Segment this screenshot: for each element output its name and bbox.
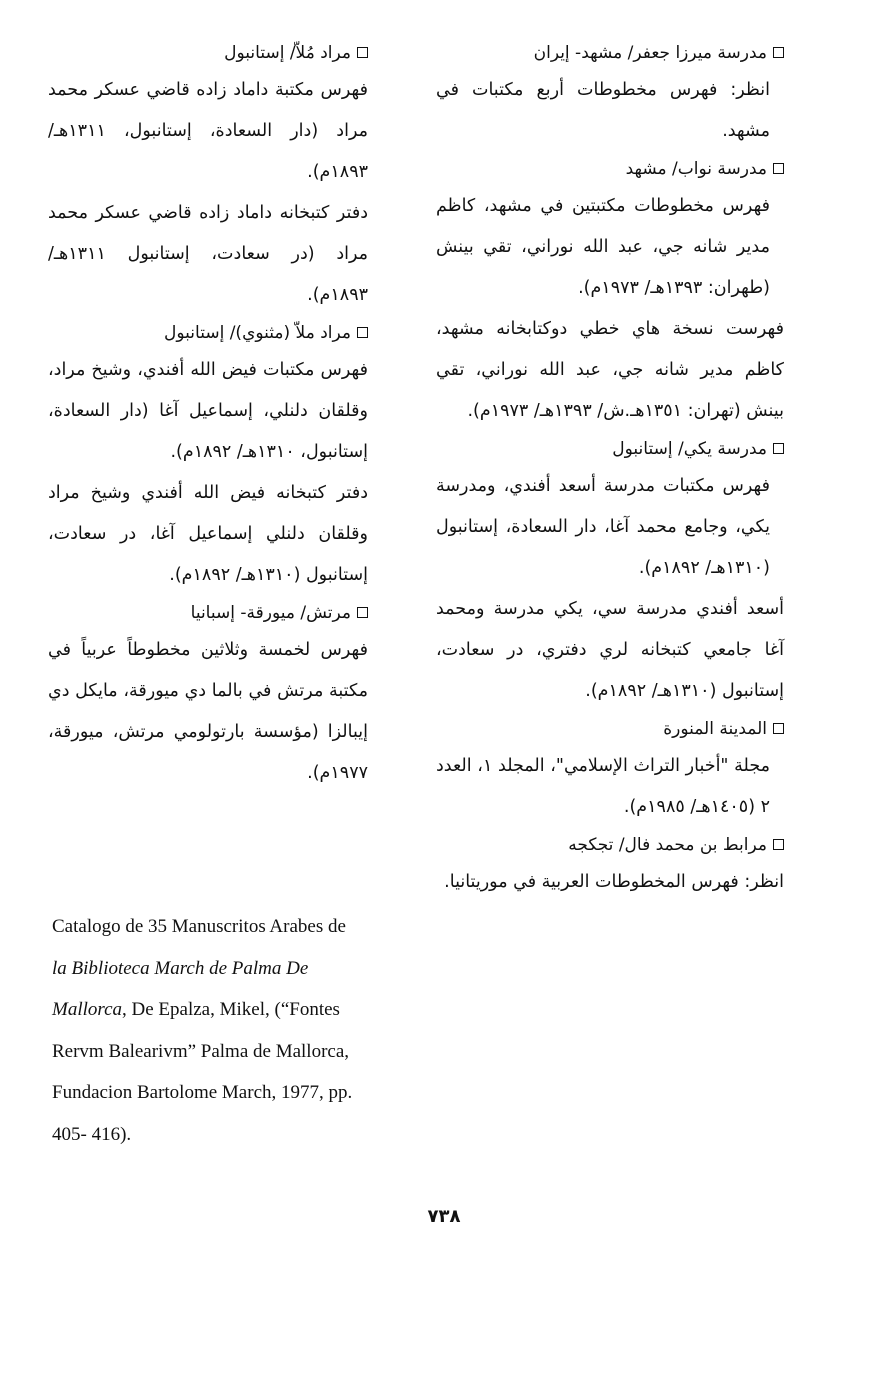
entry-heading: مدرسة ميرزا جعفر/ مشهد- إيران <box>436 36 784 70</box>
entry-text: دفتر كتبخانه فيض الله أفندي وشيخ مراد وقلقان دلنلي إسماعيل آغا، در سعادت، إستانبول (١٣١٠هـ/ ١٨٩٢م). <box>48 483 368 585</box>
entry-text: فهرست نسخة هاي خطي دوكتابخانه مشهد، كاظم مدير شانه جي، عبد الله نوراني، تقي بينش (تهران: ١٣٥١هـ.ش/ ١٣٩٣هـ/ ١٩٧٣م). <box>436 319 784 421</box>
entry-text: فهرس مكتبات مدرسة أسعد أفندي، ومدرسة يكي، وجامع محمد آغا، دار السعادة، إستانبول (١٣١٠هـ/ ١٨٩٢م). <box>436 476 770 578</box>
entry-text: دفتر كتبخانه داماد زاده قاضي عسكر محمد مراد (در سعادت، إستانبول ١٣١١هـ/ ١٨٩٣م). <box>48 203 368 305</box>
entry-text: فهرس لخمسة وثلاثين مخطوطاً عربياً في مكتبة مرتش في بالما دي ميورقة، مايكل دي إيبالزا (مؤسسة بارتولومي مرتش، ميورقة، ١٩٧٧م). <box>48 640 368 783</box>
entry-heading: مرابط بن محمد فال/ تجكجه <box>436 828 784 862</box>
entry-heading: مراد ملاّ (مثنوي)/ إستانبول <box>48 316 368 350</box>
left-column <box>48 36 368 794</box>
entry-heading: المدينة المنورة <box>436 712 784 746</box>
page-number: ٧٣٨ <box>427 1206 461 1227</box>
entry-heading: مرتش/ ميورقة- إسبانيا <box>48 596 368 630</box>
entry-heading: مراد مُلاّ/ إستانبول <box>48 36 368 70</box>
checkbox-icon <box>773 723 784 734</box>
entry-text: انظر: فهرس مخطوطات أربع مكتبات في مشهد. <box>436 80 770 141</box>
checkbox-icon <box>357 47 368 58</box>
checkbox-icon <box>773 443 784 454</box>
checkbox-icon <box>357 327 368 338</box>
entry-heading: مدرسة نواب/ مشهد <box>436 152 784 186</box>
entry-text: انظر: فهرس المخطوطات العربية في موريتانيا. <box>444 872 784 892</box>
latin-catalog-entry: Catalogo de 35 Manuscritos Arabes de la Biblioteca March de Palma De Mallorca, De Epalza, Mikel, (“Fontes Rervm Balearivm” Palma de Mallorca, Fundacion Bartolome March, 1977, pp. 405- 416). <box>52 916 353 1145</box>
right-column <box>436 36 784 903</box>
checkbox-icon <box>773 839 784 850</box>
entry-text: مجلة "أخبار التراث الإسلامي"، المجلد ١، العدد ٢ (١٤٠٥هـ/ ١٩٨٥م). <box>436 756 770 817</box>
entry-text: فهرس مكتبات فيض الله أفندي، وشيخ مراد، وقلقان دلنلي، إسماعيل آغا (دار السعادة، إستانبول، ١٣١٠هـ/ ١٨٩٢م). <box>48 360 368 462</box>
entry-text: أسعد أفندي مدرسة سي، يكي مدرسة ومحمد آغا جامعي كتبخانه لري دفتري، در سعادت، إستانبول (١٣١٠هـ/ ١٨٩٢م). <box>436 599 784 701</box>
checkbox-icon <box>773 47 784 58</box>
entry-text: فهرس مكتبة داماد زاده قاضي عسكر محمد مراد (دار السعادة، إستانبول، ١٣١١هـ/ ١٨٩٣م). <box>48 80 368 182</box>
entry-heading: مدرسة يكي/ إستانبول <box>436 432 784 466</box>
checkbox-icon <box>357 607 368 618</box>
entry-text: فهرس مخطوطات مكتبتين في مشهد، كاظم مدير شانه جي، عبد الله نوراني، تقي بينش (طهران: ١٣٩٣هـ/ ١٩٧٣م). <box>436 196 770 298</box>
checkbox-icon <box>773 163 784 174</box>
